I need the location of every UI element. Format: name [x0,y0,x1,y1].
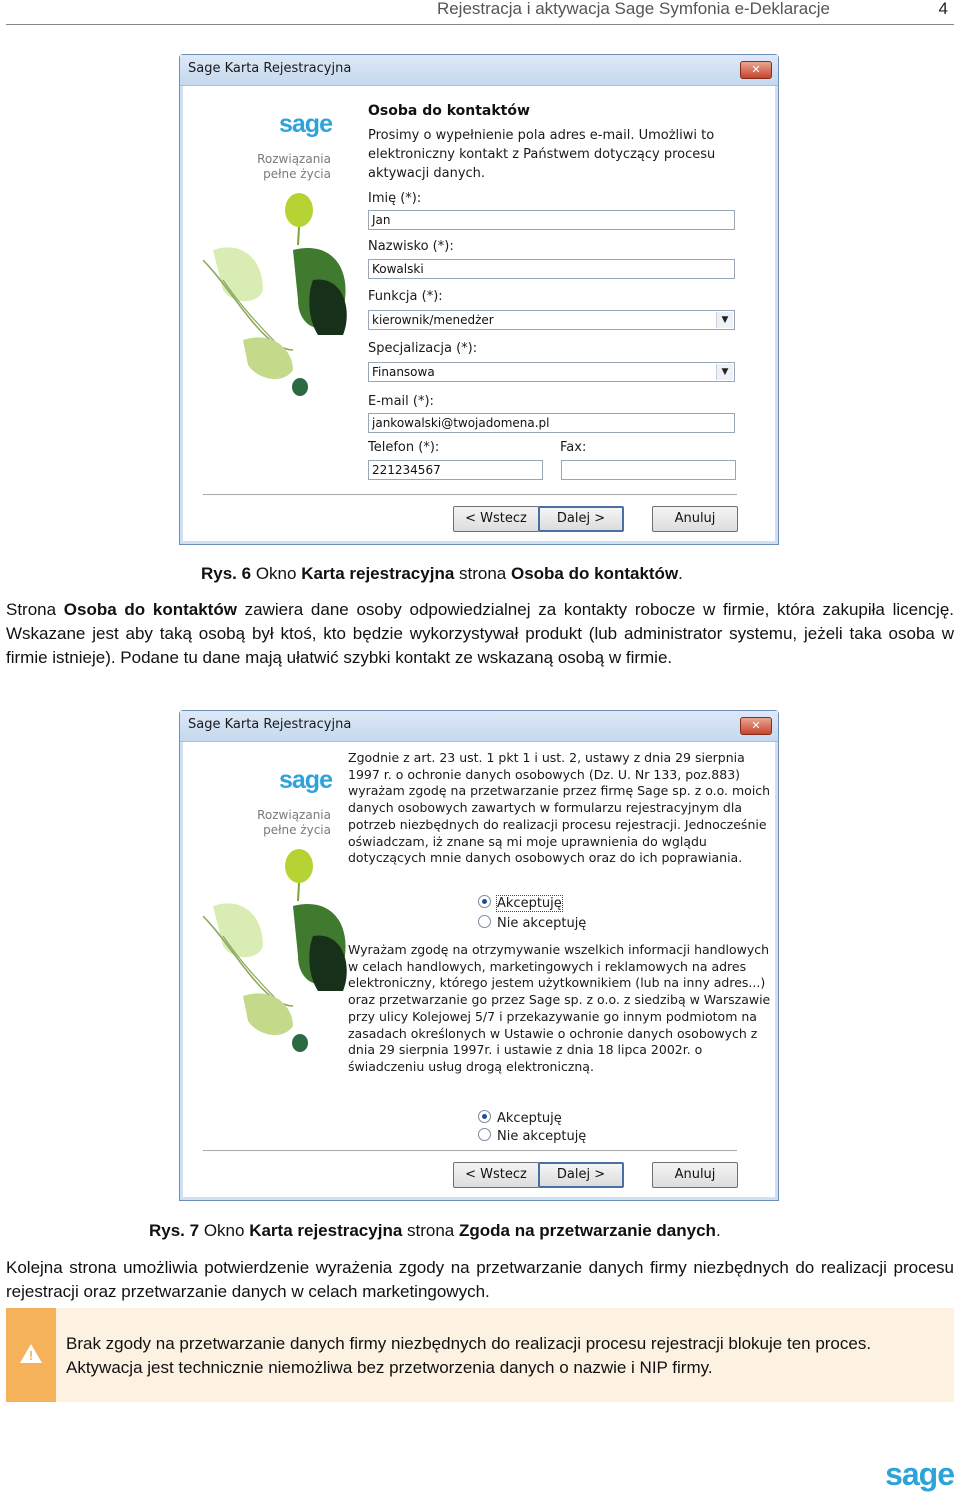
footer-sage-logo: sage [885,1456,954,1492]
fax-field[interactable] [561,460,736,480]
consent1-accept-radio[interactable]: Akceptuję [478,895,562,911]
document-title: Rejestracja i aktywacja Sage Symfonia e-Deklaracje [436,0,830,18]
warning-box [6,1308,954,1402]
specialization-label: Specjalizacja (*): [368,341,478,356]
specialization-select[interactable] [368,362,735,382]
warning-accent-bar: ! [6,1308,56,1402]
brand-sidebar-image [203,100,347,408]
close-icon[interactable]: ✕ [740,61,772,79]
phone-label: Telefon (*): [368,440,440,455]
email-label: E-mail (*): [368,394,434,409]
last-name-label: Nazwisko (*): [368,239,454,254]
body-paragraph-contact: Strona Osoba do kontaktów zawiera dane osoby odpowiedzialnej za kontakty robocze w firmie, która zakupiła licencję. Wskazane jest aby taką osobą był ktoś, kto będzie wykorzystywał produkt (lub administrator systemu, jeżeli taka osoba w firmie istnieje). Podane tu dane mają ułatwić szybki kontakt ze wskazaną osobą w firmie. [6,600,954,667]
page-number: 4 [938,0,948,18]
fax-label: Fax: [560,440,587,455]
window-title: Sage Karta Rejestracyjna [188,61,352,76]
close-icon[interactable]: ✕ [740,717,772,735]
sage-logo: sage [279,766,332,794]
sage-logo: sage [279,110,332,138]
next-button[interactable]: Dalej > [538,506,624,532]
window-titlebar[interactable] [180,711,778,742]
brand-tagline: Rozwiązania pełne życia [257,808,331,837]
back-button[interactable]: < Wstecz [453,506,539,532]
body-paragraph-consent: Kolejna strona umożliwia potwierdzenie wyrażenia zgody na przetwarzanie danych firmy niezbędnych do realizacji procesu rejestracji oraz przetwarzanie danych w celach marketingowych. [6,1258,954,1301]
phone-field[interactable]: 221234567 [368,460,543,480]
last-name-field[interactable]: Kowalski [368,259,735,279]
cancel-button[interactable]: Anuluj [652,1162,738,1188]
next-button[interactable]: Dalej > [538,1162,624,1188]
brand-tagline: Rozwiązania pełne życia [257,152,331,181]
brand-sidebar-image [203,756,347,1064]
cancel-button[interactable]: Anuluj [652,506,738,532]
window-body [183,742,775,1197]
section-heading: Osoba do kontaktów [368,103,530,119]
function-value: kierownik/menedżer [372,313,494,327]
section-intro: Prosimy o wypełnienie pola adres e-mail. Umożliwi to elektroniczny kontakt z Państwem dotyczący procesu aktywacji danych. [368,128,716,181]
window-body [183,86,775,541]
dialog-separator [203,1150,737,1152]
warning-text: Brak zgody na przetwarzanie danych firmy niezbędnych do realizacji procesu rejestracji blokuje ten proces. Aktywacja jest technicznie niemożliwa bez przetworzenia danych o nazwie i NIP firmy. [66,1334,872,1377]
window-titlebar[interactable] [180,55,778,86]
leaf-illustration [203,756,347,1064]
figure-caption-7: Rys. 7 Okno Karta rejestracyjna strona Zgoda na przetwarzanie danych. [149,1221,721,1240]
function-select[interactable] [368,310,735,330]
specialization-value: Finansowa [372,365,435,379]
function-label: Funkcja (*): [368,289,443,304]
consent-processing-text: Zgodnie z art. 23 ust. 1 pkt 1 i ust. 2, ustawy z dnia 29 sierpnia 1997 r. o ochronie danych osobowych (Dz. U. Nr 133, poz.883) wyrażam zgodę na przetwarzanie przez firmę Sage sp. z o.o. moich danych osobowych zawartych w formularzu rejestracyjnym dla potrzeb niezbędnych do realizacji procesu rejestracji. Jednocześnie oświadczam, iż znane są mi moje uprawnienia do wglądu dotyczących mnie danych osobowych oraz do ich poprawiania. [348,750,771,866]
registration-window-consent [179,710,779,1201]
first-name-field[interactable]: Jan [368,210,735,230]
consent-marketing-text: Wyrażam zgodę na otrzymywanie wszelkich informacji handlowych w celach handlowych, marketingowych i reklamowych na adres elektroniczny, którego jestem użytkownikiem (lub na inny adres...) oraz przetwarzanie go przez Sage sp. z o.o. z siedzibą w Warszawie przy ulicy Kolejowej 5/7 i przekazywanie go innym podmiotom na zasadach określonych w Ustawie o ochronie danych osobowych z dnia 29 sierpnia 1997r. i ustawie z dnia 18 lipca 2002r. o świadczeniu usług drogą elektroniczną. [348,942,771,1074]
consent2-reject-radio[interactable]: Nie akceptuję [478,1128,586,1144]
window-title: Sage Karta Rejestracyjna [188,717,352,732]
consent2-accept-radio[interactable]: Akceptuję [478,1110,562,1126]
first-name-label: Imię (*): [368,191,422,206]
figure-caption-6: Rys. 6 Okno Karta rejestracyjna strona Osoba do kontaktów. [201,564,683,583]
chevron-down-icon[interactable]: ▼ [716,364,733,380]
page-header [6,0,954,25]
email-field[interactable]: jankowalski@twojadomena.pl [368,413,735,433]
chevron-down-icon[interactable]: ▼ [716,312,733,328]
leaf-illustration [203,100,347,408]
dialog-separator [203,494,737,496]
back-button[interactable]: < Wstecz [453,1162,539,1188]
consent1-reject-radio[interactable]: Nie akceptuję [478,915,586,931]
registration-window-contact [179,54,779,545]
